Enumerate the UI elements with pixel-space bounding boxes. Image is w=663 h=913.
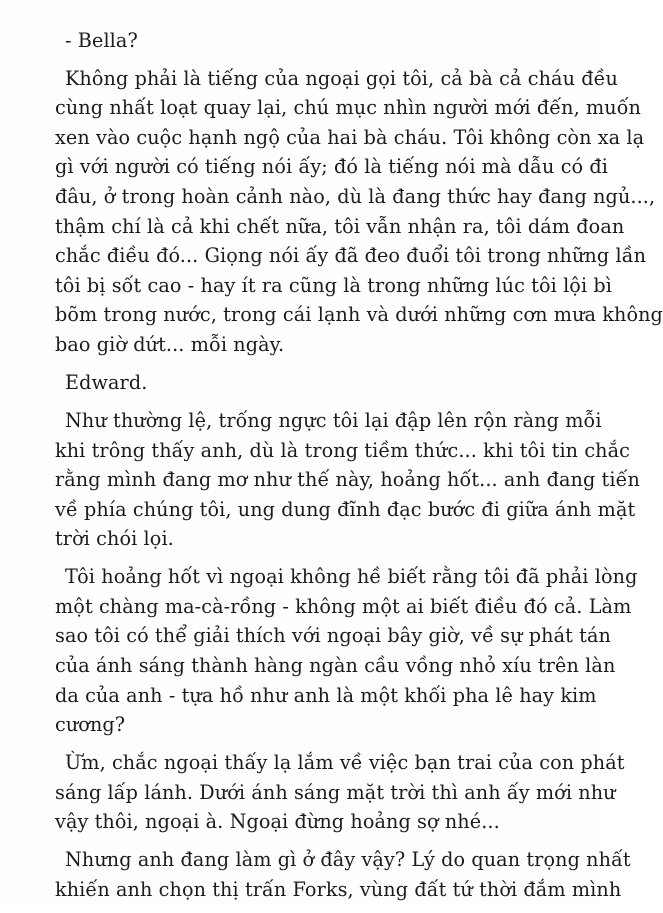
text-line: vậy thôi, ngoại à. Ngoại đừng hoảng sợ nhé...	[55, 810, 500, 834]
text-line: khiến anh chọn thị trấn Forks, vùng đất tứ thời đắm mình	[55, 877, 622, 901]
text-line: khi trông thấy anh, dù là trong tiềm thức... khi tôi tin chắc	[55, 438, 631, 462]
text-line: thậm chí là cả khi chết nữa, tôi vẫn nhận ra, tôi dám đoan	[55, 214, 625, 238]
text-line: da của anh - tựa hồ như anh là một khối pha lê hay kim	[55, 683, 597, 707]
paragraph-4	[55, 406, 640, 554]
text-line: xen vào cuộc hạnh ngộ của hai bà cháu. Tôi không còn xa lạ	[55, 125, 645, 149]
text-line: trời chói lọi.	[55, 527, 174, 551]
text-line: bao giờ dứt... mỗi ngày.	[55, 332, 285, 356]
text-line: một chàng ma-cà-rồng - không một ai biết điều đó cả. Làm	[55, 594, 632, 618]
text-line: chắc điều đó... Giọng nói ấy đã đeo đuổi tôi trong những lần	[55, 244, 647, 268]
text-line: Nhưng anh đang làm gì ở đây vậy? Lý do quan trọng nhất	[65, 848, 631, 872]
page-text	[55, 26, 663, 913]
paragraph-7	[55, 845, 631, 904]
text-line: gì với người có tiếng nói ấy; đó là tiếng nói mà dẫu có đi	[55, 155, 609, 179]
text-line: của ánh sáng thành hàng ngàn cầu vồng nhỏ xíu trên làn	[55, 654, 616, 678]
text-line: tôi bị sốt cao - hay ít ra cũng là trong những lúc tôi lội bì	[55, 273, 613, 297]
paragraph-6	[55, 748, 625, 837]
text-line: sáng lấp lánh. Dưới ánh sáng mặt trời thì anh ấy mới như	[55, 780, 616, 804]
text-line: rằng mình đang mơ như thế này, hoảng hốt... anh đang tiến	[55, 468, 640, 492]
text-line: về phía chúng tôi, ung dung đĩnh đạc bước đi giữa ánh mặt	[55, 497, 636, 521]
paragraph-1	[55, 26, 570, 56]
text-line: đâu, ở trong hoàn cảnh nào, dù là đang thức hay đang ngủ...,	[55, 184, 656, 208]
text-line: Như thường lệ, trống ngực tôi lại đập lên rộn ràng mỗi	[65, 408, 602, 432]
text-line: cùng nhất loạt quay lại, chú mục nhìn người mới đến, muốn	[55, 96, 642, 120]
text-line: Edward.	[65, 370, 148, 394]
paragraph-2	[55, 64, 663, 360]
paragraph-3	[55, 368, 570, 398]
text-line: bõm trong nước, trong cái lạnh và dưới những cơn mưa không	[55, 303, 663, 327]
text-line: Ừm, chắc ngoại thấy lạ lắm về việc bạn trai của con phát	[65, 751, 625, 775]
text-line: sao tôi có thể giải thích với ngoại bây giờ, về sự phát tán	[55, 624, 611, 648]
text-line: cương?	[55, 713, 126, 737]
text-line: Không phải là tiếng của ngoại gọi tôi, cả bà cả cháu đều	[65, 66, 618, 90]
paragraph-5	[55, 562, 638, 740]
text-line: Tôi hoảng hốt vì ngoại không hề biết rằng tôi đã phải lòng	[65, 565, 638, 589]
text-line: - Bella?	[65, 29, 138, 52]
